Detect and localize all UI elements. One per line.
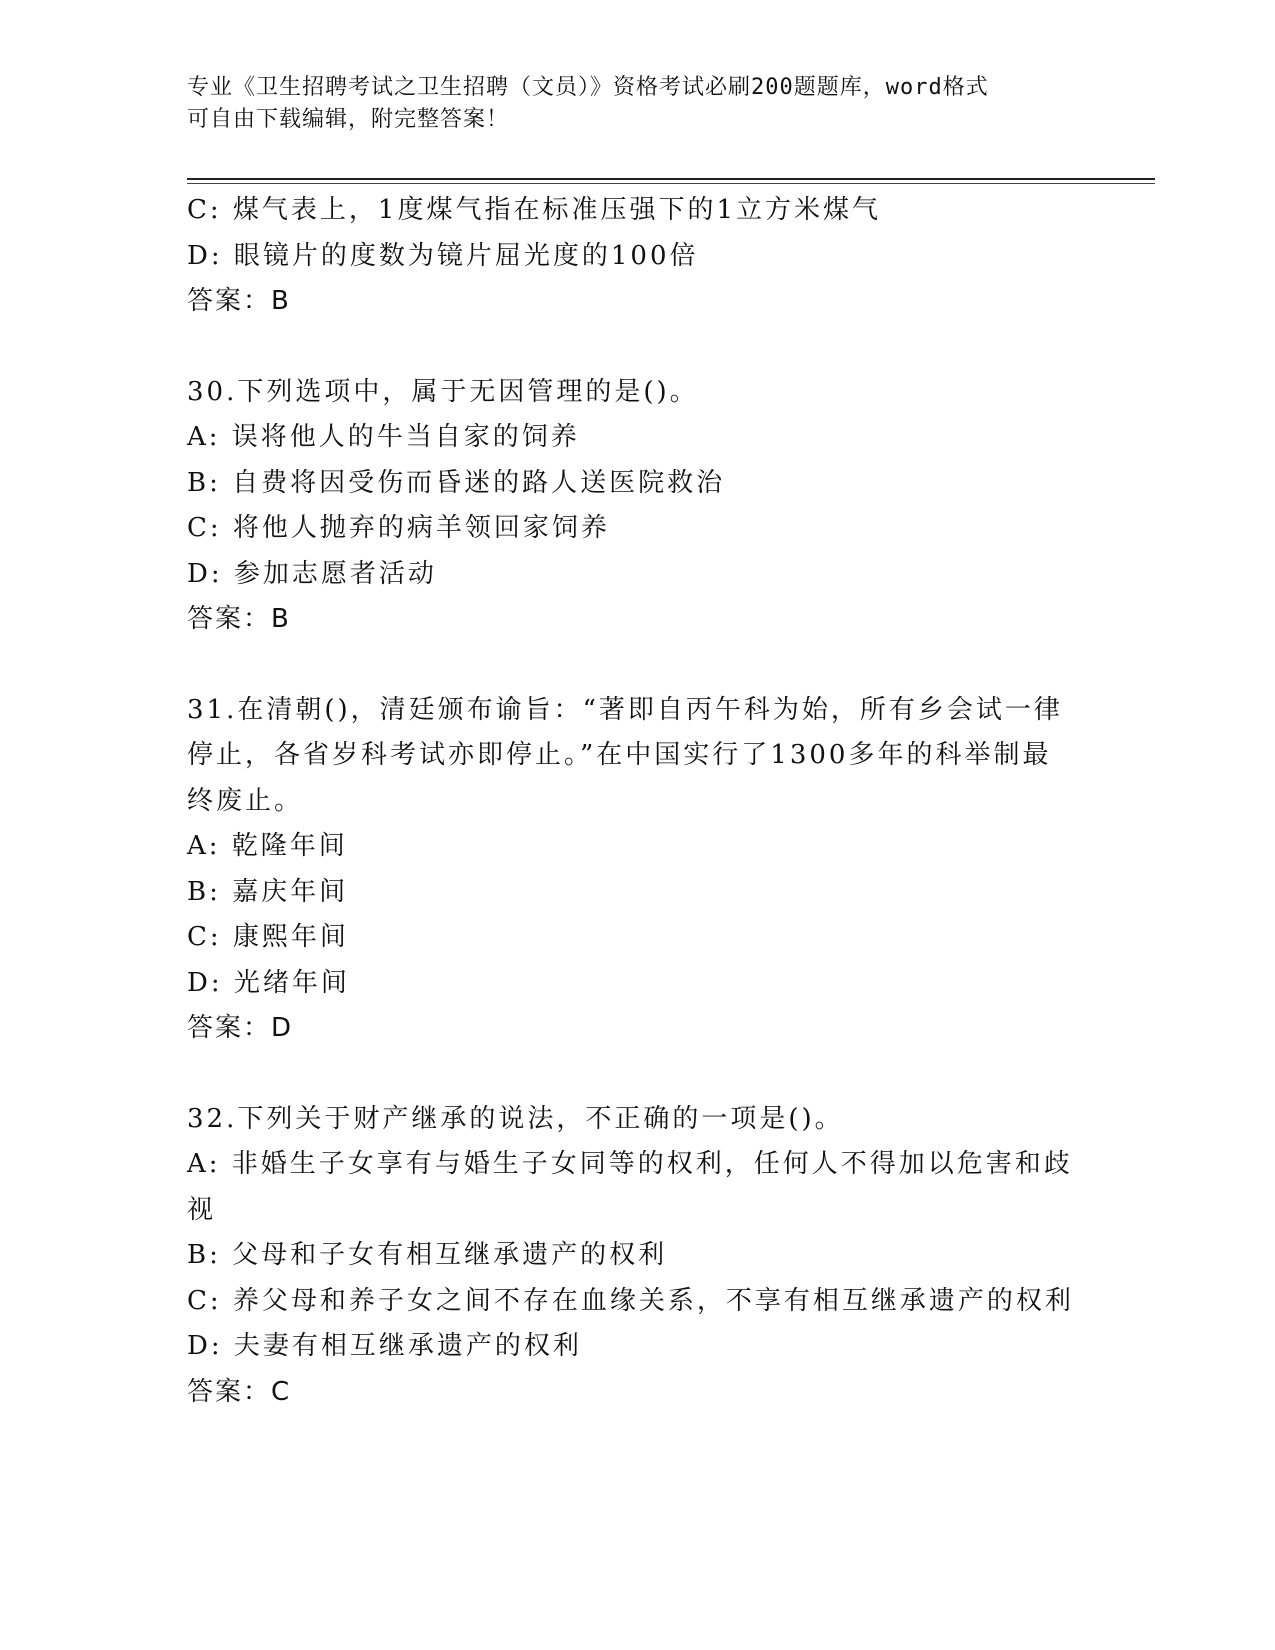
option-d: D: 光绪年间 <box>187 967 350 998</box>
document-header <box>187 72 1087 136</box>
question-stem: 30.下列选项中，属于无因管理的是()。 <box>187 376 699 407</box>
option-c: C: 将他人抛弃的病羊领回家饲养 <box>187 513 610 543</box>
answer-line: 答案：C <box>187 1376 292 1407</box>
spacer <box>187 1052 1087 1097</box>
question-30 <box>187 370 1087 643</box>
option-c: C: 养父母和养子女之间不存在血缘关系，不享有相互继承遗产的权利 <box>187 1285 1074 1316</box>
header-divider-thick <box>187 178 1155 180</box>
question-stem: 32.下列关于财产继承的说法，不正确的一项是()。 <box>187 1103 844 1134</box>
question-stem-line-3: 终废止。 <box>187 785 304 816</box>
spacer <box>187 643 1087 688</box>
option-c: C: 康熙年间 <box>187 922 349 952</box>
option-d: D: 参加志愿者活动 <box>187 558 437 589</box>
option-b: B: 自费将因受伤而昏迷的路人送医院救治 <box>187 467 726 498</box>
option-a: A: 误将他人的牛当自家的饲养 <box>187 422 580 452</box>
question-list <box>187 188 1087 1415</box>
option-a: A: 乾隆年间 <box>187 831 348 861</box>
option-b: B: 父母和子女有相互继承遗产的权利 <box>187 1240 668 1270</box>
header-divider-thin <box>187 183 1155 184</box>
question-31 <box>187 688 1087 1052</box>
question-32 <box>187 1097 1087 1416</box>
header-title-line-1: 专业《卫生招聘考试之卫生招聘（文员）》资格考试必刷200题题库，word格式 <box>187 75 989 100</box>
previous-question-tail <box>187 188 1087 325</box>
option-c: C: 煤气表上，1度煤气指在标准压强下的1立方米煤气 <box>187 195 882 225</box>
option-d: D: 夫妻有相互继承遗产的权利 <box>187 1331 582 1361</box>
option-d: D: 眼镜片的度数为镜片屈光度的100倍 <box>187 240 699 271</box>
answer-line: 答案：D <box>187 1013 294 1043</box>
answer-line: 答案：B <box>187 286 291 316</box>
option-a-line-2: 视 <box>187 1194 217 1225</box>
question-stem-line-2: 停止，各省岁科考试亦即停止。”在中国实行了1300多年的科举制最 <box>187 740 1052 770</box>
answer-line: 答案：B <box>187 604 291 634</box>
question-stem-line-1: 31.在清朝()，清廷颁布谕旨：“著即自丙午科为始，所有乡会试一律 <box>187 694 1063 725</box>
option-b: B: 嘉庆年间 <box>187 876 349 907</box>
header-title-line-2: 可自由下载编辑，附完整答案！ <box>187 107 510 132</box>
spacer <box>187 325 1087 370</box>
option-a-line-1: A: 非婚生子女享有与婚生子女同等的权利，任何人不得加以危害和歧 <box>187 1149 1073 1179</box>
